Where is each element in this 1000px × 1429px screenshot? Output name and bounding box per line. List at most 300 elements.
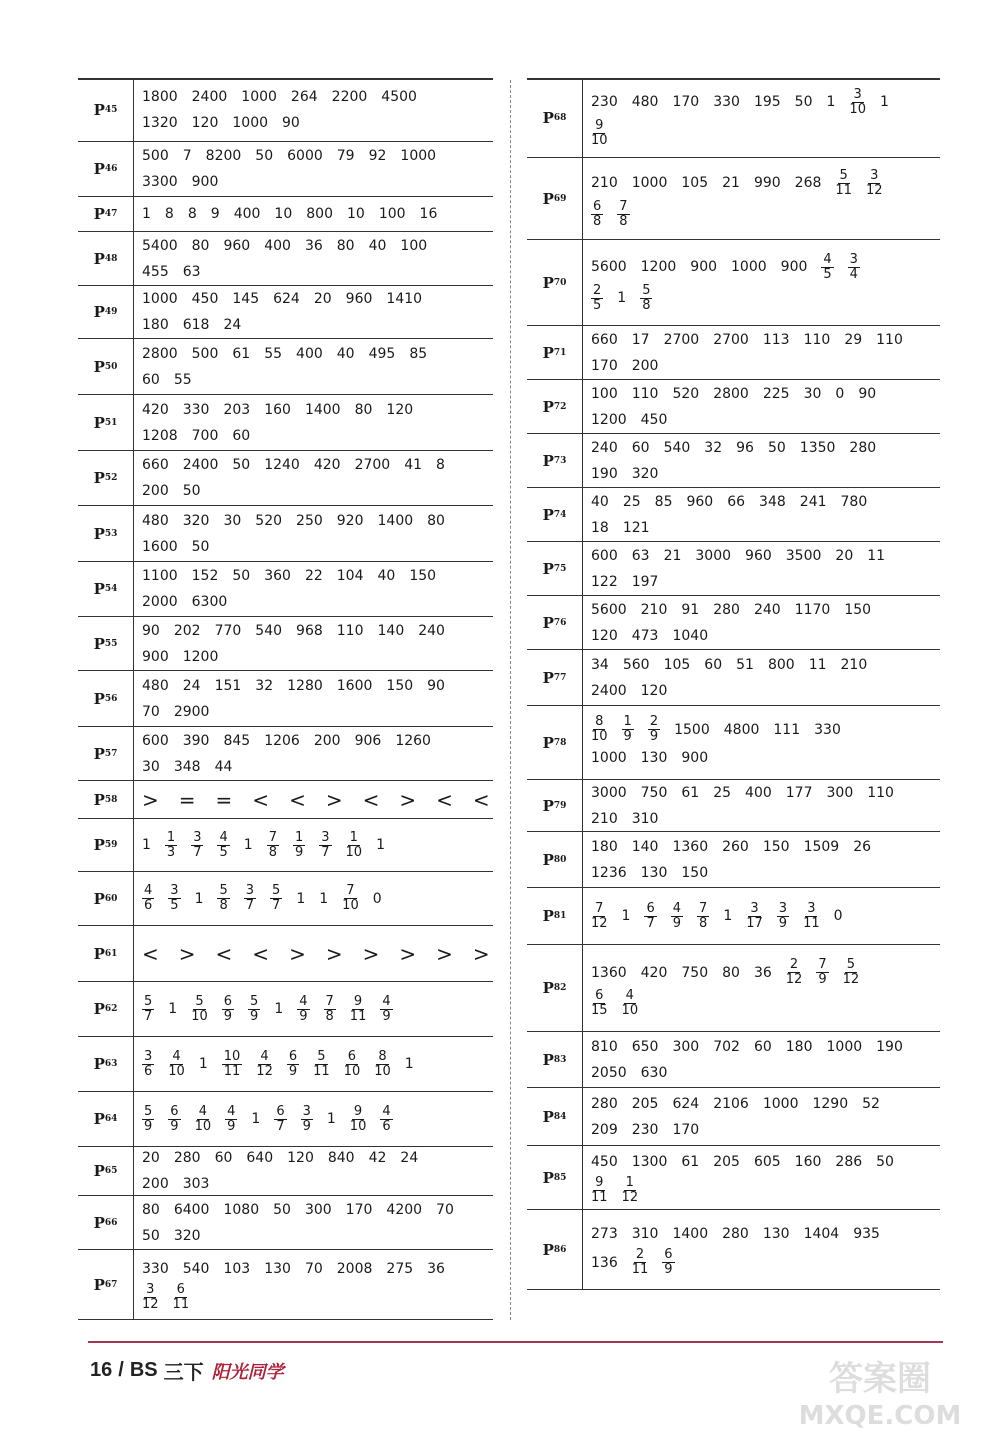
page-ref-letter: P [542, 1168, 554, 1187]
answer-value: 170 [672, 1121, 700, 1138]
answer-value: 150 [844, 601, 872, 618]
answer-line [591, 1092, 940, 1116]
answer-value: 1 [376, 837, 385, 853]
fraction [168, 1105, 180, 1134]
answer-value: 110 [803, 331, 831, 348]
denominator: 7 [321, 844, 330, 860]
comparison-symbol: > [325, 941, 343, 966]
answer-line [591, 861, 940, 885]
answer-values [583, 945, 940, 1031]
answer-value: 906 [354, 732, 382, 749]
page-ref-letter: P [542, 613, 554, 632]
answer-value: 480 [142, 512, 169, 529]
numerator: 4 [172, 1048, 181, 1064]
numerator: 1 [625, 1175, 634, 1190]
page-ref [527, 542, 583, 595]
page-ref-letter: P [542, 907, 554, 925]
denominator: 6 [144, 898, 153, 913]
answer-line [591, 284, 940, 313]
page-ref [78, 872, 134, 925]
numerator: 6 [288, 1048, 298, 1064]
fraction [380, 1105, 392, 1134]
answer-row [78, 1092, 493, 1147]
comparison-symbol: < [142, 941, 159, 966]
answer-value: 4500 [381, 88, 417, 105]
answer-line [142, 590, 493, 614]
answer-value: 51 [736, 656, 754, 673]
page-ref-letter: P [542, 850, 554, 869]
answer-value: 1 [142, 206, 151, 222]
denominator: 8 [593, 213, 602, 229]
answer-value: 780 [840, 493, 868, 510]
answer-value: 3000 [591, 784, 627, 801]
answer-value: 30 [223, 512, 242, 529]
answer-value: 600 [591, 547, 618, 564]
page-number: 16 [90, 1359, 113, 1381]
numerator: 9 [595, 117, 604, 133]
answer-line [142, 313, 493, 337]
answer-line [591, 746, 940, 770]
answer-value: 1410 [386, 291, 423, 307]
answer-values [583, 488, 940, 541]
answer-value: 540 [255, 622, 283, 639]
page-ref-number: 52 [104, 473, 118, 483]
fraction [142, 1050, 154, 1079]
page-ref-number: 59 [104, 840, 118, 850]
answer-values [583, 596, 940, 649]
answer-value: 63 [631, 547, 650, 564]
answer-value: 29 [844, 331, 863, 348]
answer-value: 110 [867, 784, 894, 801]
fraction [803, 902, 820, 931]
answer-value: 1000 [762, 1095, 799, 1112]
comparison-symbol: > [436, 941, 453, 966]
answer-value: 50 [767, 439, 786, 456]
page-ref-number: 58 [104, 794, 118, 805]
answer-value: 1509 [803, 838, 840, 855]
answer-value: 1000 [241, 88, 277, 105]
answer-line [591, 1035, 940, 1059]
answer-values [583, 326, 940, 379]
answer-value: 1600 [142, 538, 178, 555]
denominator: 9 [672, 915, 682, 931]
page-ref-letter: P [542, 668, 554, 687]
answer-value: 40 [377, 568, 396, 584]
answer-value: 702 [713, 1038, 740, 1055]
answer-value: 240 [753, 601, 781, 618]
answer-line [142, 287, 493, 311]
answer-values [583, 706, 940, 779]
page-ref [78, 781, 134, 818]
answer-value: 55 [173, 371, 192, 388]
page-ref-number: 68 [553, 112, 567, 123]
answer-value: 2800 [713, 385, 749, 402]
denominator: 9 [299, 1008, 308, 1024]
answer-values [583, 780, 940, 831]
fraction [591, 200, 603, 229]
denominator: 11 [223, 1063, 241, 1079]
page-ref-letter: P [542, 451, 554, 470]
answer-line [591, 1118, 940, 1142]
denominator: 11 [172, 1297, 190, 1312]
page-ref [78, 395, 134, 450]
answer-line [591, 958, 940, 987]
answer-line [142, 700, 493, 724]
answer-row [527, 380, 940, 434]
answer-line [142, 170, 493, 194]
fraction [622, 1176, 639, 1205]
answer-row [78, 872, 493, 926]
answer-value: 32 [255, 677, 274, 694]
answer-value: 111 [773, 721, 801, 738]
page-ref-letter: P [93, 944, 105, 963]
answer-line [142, 1224, 493, 1248]
answer-value: 600 [142, 732, 169, 749]
answer-value: 800 [767, 656, 795, 673]
answer-value: 130 [640, 750, 668, 766]
page-ref [78, 142, 134, 196]
answer-values [583, 650, 940, 705]
denominator: 7 [272, 898, 281, 913]
answer-row [527, 542, 940, 596]
answer-value: 900 [690, 259, 718, 275]
page-ref-number: 76 [553, 617, 567, 628]
comparison-symbol: > [178, 941, 196, 966]
answer-value: 420 [142, 401, 169, 418]
answer-value: 105 [663, 656, 691, 673]
denominator: 9 [664, 1262, 673, 1277]
answer-values [134, 1037, 493, 1091]
fraction [142, 995, 154, 1024]
answer-row [78, 197, 493, 232]
numerator: 5 [219, 883, 228, 898]
fraction [287, 1050, 299, 1079]
page-ref-number: 75 [553, 563, 567, 574]
page-ref [527, 1210, 583, 1289]
denominator: 11 [835, 182, 852, 198]
answer-line [591, 989, 940, 1018]
answer-value: 1200 [640, 259, 677, 275]
page-ref [527, 945, 583, 1031]
answer-value: 520 [255, 512, 283, 529]
page-ref-number: 72 [553, 401, 567, 412]
denominator: 3 [166, 844, 176, 860]
answer-value: 150 [409, 568, 437, 584]
numerator: 4 [382, 993, 391, 1009]
denominator: 9 [818, 972, 827, 987]
answer-line [591, 598, 940, 622]
answer-value: 8 [187, 206, 197, 222]
answer-value: 10 [274, 206, 293, 222]
denominator: 10 [374, 1063, 391, 1079]
answer-value: 32 [704, 439, 723, 456]
fraction [350, 1105, 367, 1134]
fraction [591, 902, 608, 931]
answer-row [78, 286, 493, 339]
page-ref-letter: P [93, 744, 105, 763]
answer-value: 1080 [223, 1201, 260, 1218]
answer-value: 260 [722, 838, 749, 855]
answer-value: 50 [232, 457, 251, 473]
answer-value: 310 [631, 1226, 659, 1242]
answer-value: 1200 [591, 411, 627, 428]
answer-value: 624 [672, 1095, 700, 1112]
numerator: 3 [170, 883, 179, 898]
answer-values [583, 158, 940, 239]
answer-value: 330 [713, 94, 740, 110]
edition-label: BS [129, 1359, 158, 1381]
page-ref-letter: P [542, 733, 554, 752]
answer-value: 390 [182, 732, 210, 749]
numerator: 6 [664, 1247, 673, 1262]
answer-value: 1000 [591, 750, 627, 766]
column-divider [510, 80, 511, 1320]
numerator: 4 [672, 900, 682, 916]
answer-row [78, 78, 493, 142]
answer-value: 100 [400, 237, 428, 254]
answer-value: 113 [762, 331, 790, 348]
page-ref-number: 77 [553, 672, 567, 683]
answer-line [142, 1050, 493, 1079]
answer-values [134, 819, 493, 871]
answer-value: 3300 [142, 174, 178, 190]
answer-value: 1 [879, 94, 889, 110]
answer-values [583, 1032, 940, 1087]
answer-value: 960 [745, 547, 772, 564]
page-ref [78, 1092, 134, 1146]
answer-row [527, 706, 940, 780]
page-ref-number: 83 [553, 1054, 567, 1065]
fraction [697, 902, 709, 931]
answer-value: 1360 [591, 964, 627, 981]
denominator: 11 [803, 915, 820, 931]
fraction [617, 200, 629, 229]
fraction [591, 1176, 608, 1205]
answer-value: 1240 [264, 457, 300, 473]
page-ref [78, 617, 134, 670]
watermark-top: 答案圈 [829, 1359, 931, 1399]
denominator: 5 [823, 266, 832, 282]
answer-value: 36 [753, 964, 772, 981]
comparison-symbol: < [289, 787, 306, 812]
answer-values [583, 888, 940, 944]
answer-value: 80 [142, 1201, 160, 1218]
denominator: 9 [302, 1118, 311, 1134]
answer-line [591, 715, 940, 744]
answer-value: 90 [427, 677, 445, 694]
numerator: 2 [649, 714, 659, 729]
answer-value: 150 [386, 677, 414, 694]
answer-row [78, 1037, 493, 1092]
fraction [165, 831, 177, 860]
answer-value: 300 [672, 1038, 700, 1055]
page-ref-number: 63 [104, 1059, 118, 1069]
answer-value: 103 [223, 1261, 251, 1277]
answer-value: 280 [849, 439, 877, 456]
answer-row [78, 727, 493, 781]
answer-value: 190 [876, 1038, 903, 1055]
answer-value: 1800 [142, 88, 178, 105]
answer-value: 660 [142, 457, 169, 473]
page-ref-letter: P [93, 469, 105, 487]
fraction [816, 958, 828, 987]
answer-value: 8 [164, 206, 174, 222]
fraction [622, 989, 639, 1018]
answer-value: 200 [631, 357, 659, 374]
fraction [777, 902, 789, 931]
answer-line [591, 169, 940, 198]
answer-value: 5600 [591, 601, 627, 618]
answer-value: 5600 [591, 259, 627, 275]
answer-value: 810 [591, 1038, 618, 1055]
answer-value: 100 [378, 206, 406, 222]
answer-value: 36 [427, 1261, 445, 1277]
answer-value: 20 [313, 291, 332, 307]
page-ref [78, 819, 134, 871]
page-ref-number: 60 [104, 893, 118, 904]
answer-value: 1 [194, 890, 204, 907]
denominator: 5 [170, 898, 179, 913]
answer-value: 900 [142, 648, 169, 665]
answer-row [78, 982, 493, 1037]
answer-row [527, 158, 940, 240]
answer-value: 1 [243, 837, 253, 853]
page-ref [78, 926, 134, 981]
answer-value: 1350 [799, 439, 836, 456]
answer-value: 61 [681, 784, 700, 801]
numerator: 6 [347, 1048, 357, 1064]
answer-value: 2800 [142, 345, 178, 362]
answer-values [583, 542, 940, 595]
answer-value: 130 [640, 864, 668, 881]
answer-value: 140 [631, 838, 659, 855]
answer-value: 17 [631, 331, 650, 348]
answer-value: 210 [640, 601, 668, 618]
answer-values [134, 286, 493, 338]
answer-value: 2200 [331, 88, 368, 105]
answer-value: 286 [835, 1154, 863, 1170]
answer-value: 110 [876, 331, 903, 348]
comparison-symbol: < [252, 787, 270, 812]
answer-value: 25 [713, 784, 732, 801]
answer-value: 618 [182, 317, 210, 333]
answer-value: 152 [191, 568, 219, 584]
answer-value: 50 [794, 94, 813, 110]
answer-value: 400 [264, 237, 291, 254]
answer-value: 1500 [674, 721, 710, 738]
answer-value: 1 [251, 1111, 261, 1127]
page-ref-number: 79 [553, 800, 567, 811]
answer-value: 61 [681, 1154, 700, 1170]
answer-line [142, 884, 493, 913]
answer-value: 500 [142, 148, 169, 164]
answer-value: 0 [833, 908, 843, 924]
answer-value: 960 [345, 291, 373, 307]
numerator: 6 [170, 1103, 179, 1119]
answer-value: 40 [368, 237, 387, 254]
denominator: 8 [619, 213, 628, 229]
page-ref-number: 46 [104, 164, 118, 174]
numerator: 3 [853, 86, 862, 102]
answer-value: 6000 [287, 148, 323, 164]
answer-line [142, 729, 493, 753]
numerator: 3 [807, 900, 816, 916]
answer-value: 900 [681, 750, 709, 766]
answer-values [134, 1092, 493, 1146]
answer-value: 150 [681, 864, 709, 881]
answer-value: 2700 [663, 331, 700, 348]
answer-value: 85 [654, 493, 673, 510]
numerator: 3 [302, 1103, 311, 1119]
answer-value: 303 [182, 1176, 210, 1192]
answer-line [591, 200, 940, 229]
fraction [244, 884, 256, 913]
answer-value: 44 [214, 758, 233, 775]
page-ref [527, 650, 583, 705]
fraction [591, 119, 608, 148]
answer-value: 264 [290, 88, 318, 105]
page-ref-letter: P [542, 1050, 554, 1069]
fraction [173, 1283, 190, 1312]
answer-value: 66 [727, 493, 746, 510]
numerator: 6 [595, 988, 604, 1003]
answer-value: 197 [631, 573, 659, 590]
answer-value: 450 [591, 1154, 618, 1170]
answer-value: 177 [785, 784, 813, 801]
page-ref-number: 49 [104, 307, 118, 317]
denominator: 12 [865, 182, 883, 198]
answer-row [78, 926, 493, 982]
answer-line [591, 382, 940, 406]
answer-row [527, 945, 940, 1032]
numerator: 4 [260, 1048, 269, 1064]
answer-values [583, 832, 940, 887]
answer-value: 180 [142, 317, 169, 333]
answer-values [134, 339, 493, 394]
page-ref-letter: P [93, 524, 105, 543]
answer-values [134, 926, 493, 981]
answer-row [527, 240, 940, 326]
answer-value: 1236 [591, 864, 627, 881]
page-ref-number: 62 [104, 1004, 118, 1014]
answer-value: 205 [713, 1154, 740, 1170]
page-ref-letter: P [542, 273, 554, 292]
numerator: 4 [198, 1103, 207, 1119]
answer-row [78, 232, 493, 286]
answer-value: 36 [304, 237, 323, 254]
answer-value: 330 [182, 401, 210, 418]
answer-value: 1 [198, 1056, 208, 1072]
answer-row [527, 780, 940, 832]
answer-value: 495 [368, 345, 396, 362]
answer-row [78, 506, 493, 562]
numerator: 1 [166, 829, 176, 845]
answer-line [142, 755, 493, 779]
fraction [350, 995, 367, 1024]
answer-line [142, 453, 493, 477]
answer-value: 8 [436, 457, 445, 473]
denominator: 11 [349, 1008, 367, 1024]
numerator: 4 [227, 1103, 236, 1119]
answer-value: 750 [681, 964, 709, 981]
denominator: 7 [193, 844, 202, 860]
page-ref [527, 380, 583, 433]
answer-value: 540 [663, 439, 691, 456]
answer-line [591, 781, 940, 805]
answer-value: 2400 [182, 457, 219, 473]
page-ref [527, 158, 583, 239]
answer-value: 280 [713, 601, 740, 618]
